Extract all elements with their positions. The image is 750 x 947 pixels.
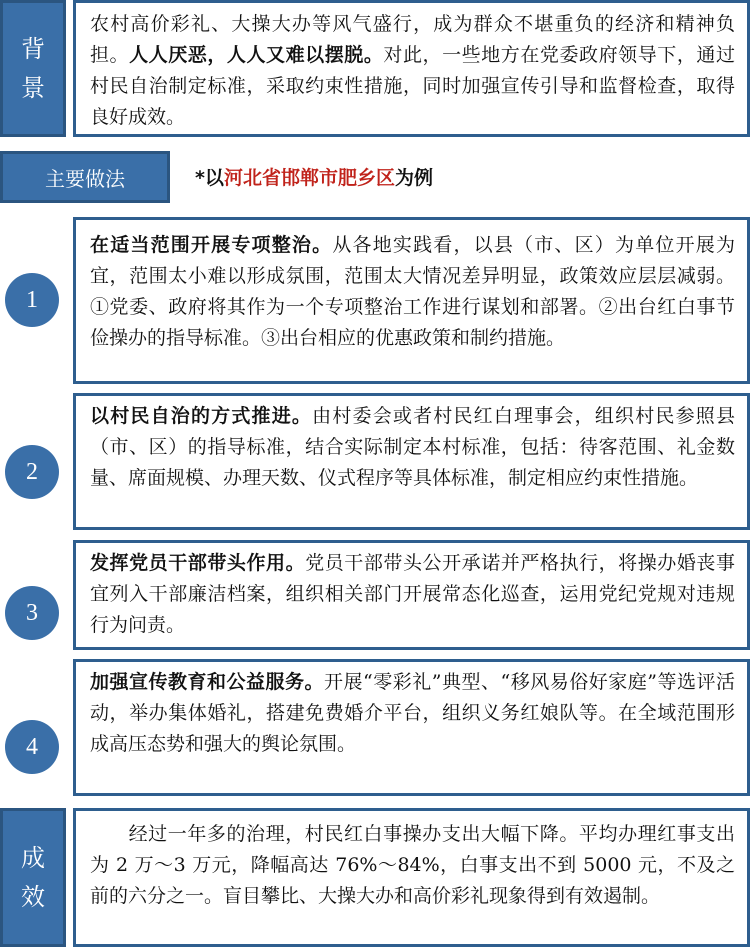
item-number-badge: 1	[5, 273, 59, 327]
measure-box-3	[73, 540, 750, 650]
background-tag-line2: 景	[21, 73, 45, 102]
measure-heading: 发挥党员干部带头作用。	[90, 552, 306, 574]
measure-heading: 加强宣传教育和公益服务。	[90, 671, 325, 693]
measure-body: 开展“零彩礼”典型、“移风易俗好家庭”等选评活动，举办集体婚礼，搭建免费婚介平台，组织义务红娘队等。在全域范围形成高压态势和强大的舆论氛围。	[90, 671, 735, 755]
measure-heading: 在适当范围开展专项整治。	[90, 234, 333, 256]
result-tag	[0, 808, 66, 947]
example-note	[195, 163, 433, 190]
background-tag-line1: 背	[21, 35, 45, 64]
measure-box-4	[73, 659, 750, 796]
background-box	[73, 0, 750, 137]
result-tag-line1: 成	[21, 844, 45, 873]
measure-body: 党员干部带头公开承诺并严格执行，将操办婚丧事宜列入干部廉洁档案，组织相关部门开展常态化巡查，运用党纪党规对违规行为问责。	[90, 552, 735, 636]
background-tag	[0, 0, 66, 137]
background-text: 农村高价彩礼、大操大办等风气盛行，成为群众不堪重负的经济和精神负担。	[90, 13, 735, 66]
result-text: 经过一年多的治理，村民红白事操办支出大幅下降。平均办理红事支出为 2 万～3 万元，降幅高达 76%～84%，白事支出不到 5000 元，不及之前的六分之一。盲目攀比、大操大办和高价彩礼现象得到有效遏制。	[90, 823, 735, 907]
measure-heading: 以村民自治的方式推进。	[90, 405, 313, 427]
main-section-label: 主要做法	[0, 151, 170, 203]
result-tag-line2: 效	[21, 882, 45, 911]
example-place: 河北省邯郸市肥乡区	[223, 167, 395, 189]
measure-box-1	[73, 217, 750, 384]
result-box	[73, 808, 750, 947]
item-number-badge: 4	[5, 720, 59, 774]
example-suffix: 为例	[394, 167, 433, 189]
measure-box-2	[73, 393, 750, 530]
example-prefix: *以	[195, 167, 224, 189]
item-number-badge: 2	[5, 445, 59, 499]
measure-body: 从各地实践看，以县（市、区）为单位开展为宜，范围太小难以形成氛围，范围太大情况差异明显，政策效应层层减弱。①党委、政府将其作为一个专项整治工作进行谋划和部署。②出台红白事节俭操办的指导标准。③出台相应的优惠政策和制约措施。	[90, 234, 735, 349]
item-number-badge: 3	[5, 586, 59, 640]
measure-body: 由村委会或者村民红白理事会，组织村民参照县（市、区）的指导标准，结合实际制定本村标准，包括：待客范围、礼金数量、席面规模、办理天数、仪式程序等具体标准，制定相应约束性措施。	[90, 405, 735, 489]
background-text-bold: 人人厌恶，人人又难以摆脱。	[129, 44, 384, 66]
background-text-cont: 对此，一些地方在党委政府领导下，通过村民自治制定标准，采取约束性措施，同时加强宣传引导和监督检查，取得良好成效。	[90, 44, 735, 128]
